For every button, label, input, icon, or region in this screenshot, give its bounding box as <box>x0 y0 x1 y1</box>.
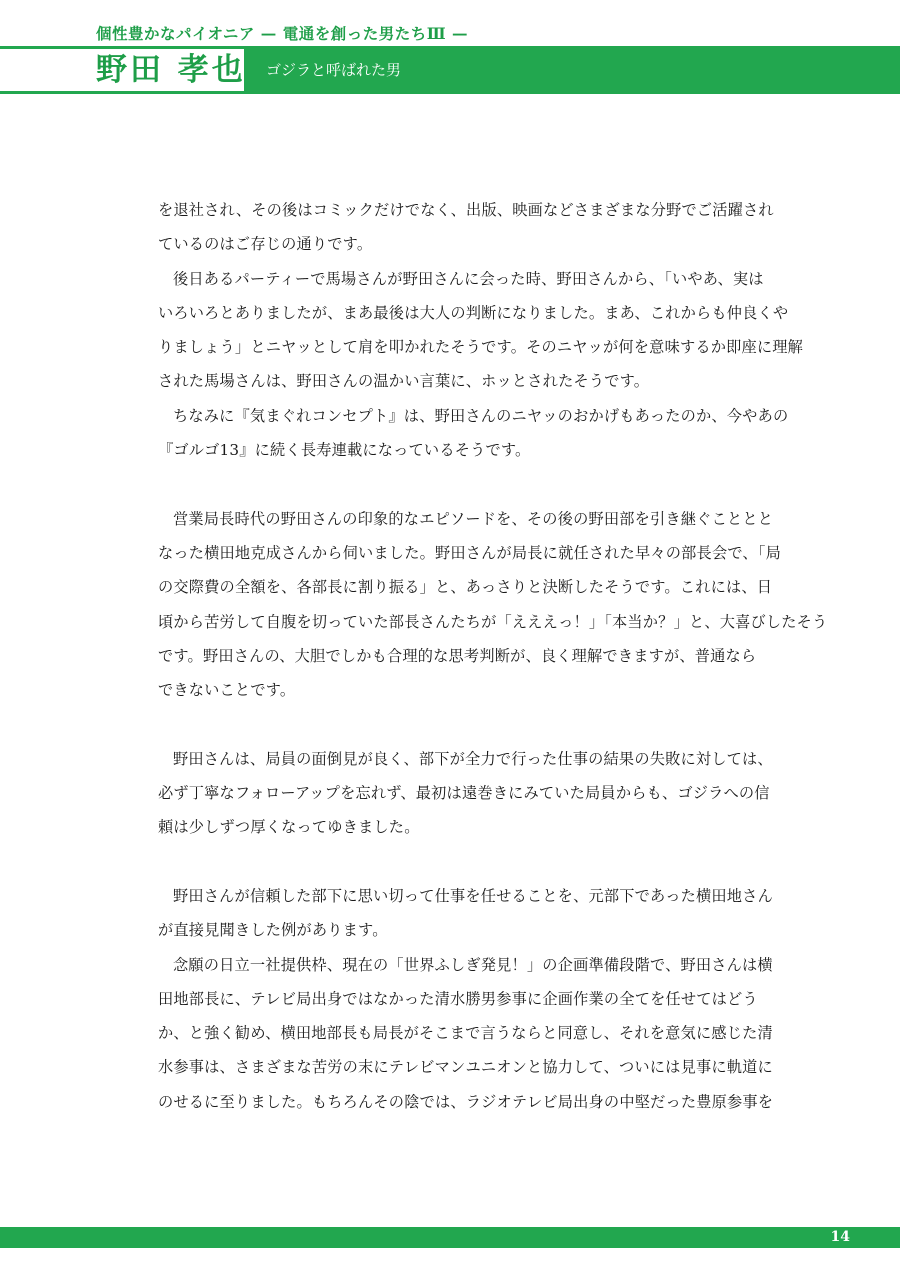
text-line: の交際費の全額を、各部長に割り振る」と、あっさりと決断したそうです。これには、日 <box>158 578 773 597</box>
text-line: なった横田地克成さんから伺いました。野田さんが局長に就任された早々の部長会で、「局 <box>158 543 781 562</box>
paragraph-gap <box>158 467 788 501</box>
text-line: 頃から苦労して自腹を切っていた部長さんたちが「えええっ！」「本当か？」と、大喜びしたそう <box>158 612 828 631</box>
text-line: 頼は少しずつ厚くなってゆきました。 <box>158 818 420 837</box>
body-text <box>158 193 828 1119</box>
person-name: 野田 孝也 <box>96 52 246 88</box>
text-line: できないことです。 <box>158 681 296 700</box>
chapter-subtitle: ゴジラと呼ばれた男 <box>266 61 402 79</box>
text-line: が直接見聞きした例があります。 <box>158 921 388 940</box>
text-line: のせるに至りました。もちろんその陰では、ラジオテレビ局出身の中堅だった豊原参事を <box>158 1092 774 1111</box>
text-line: りましょう」とニヤッとして肩を叩かれたそうです。そのニヤッが何を意味するか即座に理解 <box>158 338 804 357</box>
text-line: です。野田さんの、大胆でしかも合理的な思考判断が、良く理解できますが、普通なら <box>158 646 757 665</box>
text-line: いろいろとありましたが、まあ最後は大人の判断になりました。まあ、これからも仲良くや <box>158 303 789 322</box>
text-line: 後日あるパーティーで馬場さんが野田さんに会った時、野田さんから、「いやあ、実は <box>173 269 764 288</box>
page-number: 14 <box>830 1229 850 1245</box>
text-line: 野田さんが信頼した部下に思い切って仕事を任せることを、元部下であった横田地さん <box>173 886 773 905</box>
text-line: 『ゴルゴ13』に続く長寿連載になっているそうです。 <box>158 441 531 460</box>
paragraph-gap <box>158 707 788 741</box>
text-line: を退社され、その後はコミックだけでなく、出版、映画などさまざまな分野でご活躍され <box>158 201 774 219</box>
text-line: 営業局長時代の野田さんの印象的なエピソードを、その後の野田部を引き継ぐこととと <box>173 509 774 528</box>
footer-bar <box>0 1227 900 1248</box>
text-line: 必ず丁寧なフォローアップを忘れず、最初は遠巻きにみていた局員からも、ゴジラへの信 <box>158 784 770 803</box>
text-line: か、と強く勧め、横田地部長も局長がそこまで言うならと同意し、それを意気に感じた清 <box>158 1024 773 1043</box>
text-line: 念願の日立一社提供枠、現在の「世界ふしぎ発見！」の企画準備段階で、野田さんは横 <box>173 955 773 974</box>
text-line: ちなみに『気まぐれコンセプト』は、野田さんのニヤッのおかげもあったのか、今やあの <box>173 406 789 425</box>
paragraph-gap <box>158 845 788 879</box>
text-line: 水参事は、さまざまな苦労の末にテレビマンユニオンと協力して、ついには見事に軌道に <box>158 1058 773 1077</box>
series-title: 個性豊かなパイオニア — 電通を創った男たちⅢ — <box>96 24 468 43</box>
text-line: ているのはご存じの通りです。 <box>158 235 373 254</box>
text-line: された馬場さんは、野田さんの温かい言葉に、ホッとされたそうです。 <box>158 372 650 391</box>
text-line: 田地部長に、テレビ局出身ではなかった清水勝男参事に企画作業の全てを任せてはどう <box>158 989 758 1008</box>
text-line: 野田さんは、局員の面倒見が良く、部下が全力で行った仕事の結果の失敗に対しては、 <box>173 749 773 768</box>
